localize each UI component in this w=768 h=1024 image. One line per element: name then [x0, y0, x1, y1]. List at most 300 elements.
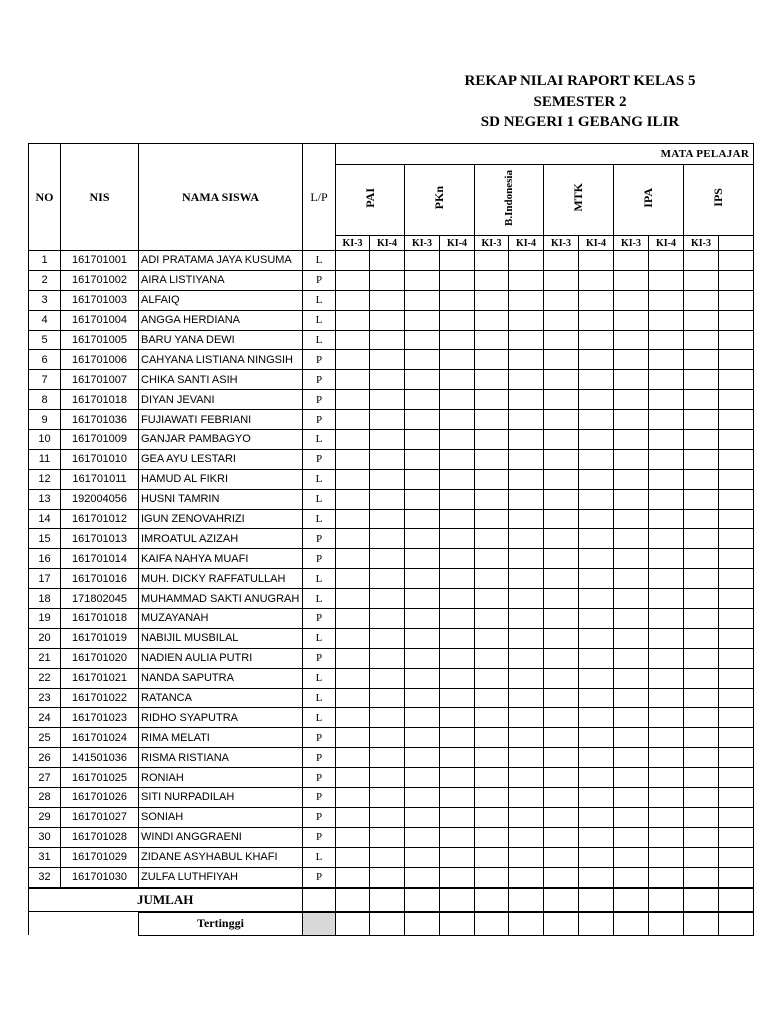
grade-cell[interactable]	[509, 390, 544, 410]
grade-cell[interactable]	[475, 410, 509, 430]
grade-cell[interactable]	[405, 290, 440, 310]
grade-cell[interactable]	[544, 628, 579, 648]
grade-cell[interactable]	[684, 509, 719, 529]
grade-cell[interactable]	[336, 350, 370, 370]
grade-cell[interactable]	[370, 251, 405, 271]
grade-cell[interactable]	[684, 668, 719, 688]
grade-cell[interactable]	[440, 628, 475, 648]
grade-cell[interactable]	[440, 529, 475, 549]
grade-cell[interactable]	[336, 251, 370, 271]
grade-cell[interactable]	[684, 290, 719, 310]
grade-cell[interactable]	[719, 748, 754, 768]
grade-cell[interactable]	[440, 350, 475, 370]
grade-cell[interactable]	[509, 549, 544, 569]
grade-cell[interactable]	[475, 370, 509, 390]
grade-cell[interactable]	[509, 628, 544, 648]
grade-cell[interactable]	[719, 270, 754, 290]
grade-cell[interactable]	[370, 807, 405, 827]
grade-cell[interactable]	[544, 708, 579, 728]
grade-cell[interactable]	[475, 827, 509, 847]
grade-cell[interactable]	[649, 549, 684, 569]
grade-cell[interactable]	[405, 708, 440, 728]
grade-cell[interactable]	[336, 310, 370, 330]
grade-cell[interactable]	[336, 688, 370, 708]
grade-cell[interactable]	[405, 867, 440, 887]
cell[interactable]	[440, 888, 475, 912]
grade-cell[interactable]	[684, 370, 719, 390]
grade-cell[interactable]	[509, 410, 544, 430]
grade-cell[interactable]	[719, 708, 754, 728]
grade-cell[interactable]	[336, 270, 370, 290]
grade-cell[interactable]	[370, 350, 405, 370]
grade-cell[interactable]	[649, 410, 684, 430]
grade-cell[interactable]	[440, 270, 475, 290]
grade-cell[interactable]	[405, 350, 440, 370]
grade-cell[interactable]	[579, 609, 614, 629]
grade-cell[interactable]	[475, 350, 509, 370]
grade-cell[interactable]	[475, 728, 509, 748]
grade-cell[interactable]	[475, 688, 509, 708]
grade-cell[interactable]	[370, 410, 405, 430]
grade-cell[interactable]	[579, 449, 614, 469]
grade-cell[interactable]	[719, 589, 754, 609]
grade-cell[interactable]	[579, 370, 614, 390]
grade-cell[interactable]	[579, 788, 614, 808]
grade-cell[interactable]	[440, 330, 475, 350]
grade-cell[interactable]	[579, 807, 614, 827]
grade-cell[interactable]	[370, 390, 405, 410]
grade-cell[interactable]	[440, 569, 475, 589]
grade-cell[interactable]	[649, 748, 684, 768]
grade-cell[interactable]	[544, 768, 579, 788]
grade-cell[interactable]	[370, 788, 405, 808]
grade-cell[interactable]	[614, 748, 649, 768]
grade-cell[interactable]	[719, 788, 754, 808]
grade-cell[interactable]	[405, 569, 440, 589]
grade-cell[interactable]	[544, 668, 579, 688]
grade-cell[interactable]	[684, 807, 719, 827]
grade-cell[interactable]	[614, 270, 649, 290]
grade-cell[interactable]	[719, 449, 754, 469]
grade-cell[interactable]	[544, 370, 579, 390]
grade-cell[interactable]	[579, 489, 614, 509]
cell[interactable]	[684, 888, 719, 912]
grade-cell[interactable]	[336, 469, 370, 489]
cell[interactable]	[370, 888, 405, 912]
grade-cell[interactable]	[440, 609, 475, 629]
grade-cell[interactable]	[719, 628, 754, 648]
grade-cell[interactable]	[649, 688, 684, 708]
grade-cell[interactable]	[719, 410, 754, 430]
grade-cell[interactable]	[475, 390, 509, 410]
grade-cell[interactable]	[440, 788, 475, 808]
grade-cell[interactable]	[336, 330, 370, 350]
grade-cell[interactable]	[614, 668, 649, 688]
grade-cell[interactable]	[440, 668, 475, 688]
grade-cell[interactable]	[579, 549, 614, 569]
grade-cell[interactable]	[370, 270, 405, 290]
grade-cell[interactable]	[684, 648, 719, 668]
grade-cell[interactable]	[544, 469, 579, 489]
grade-cell[interactable]	[719, 728, 754, 748]
grade-cell[interactable]	[405, 788, 440, 808]
grade-cell[interactable]	[614, 589, 649, 609]
grade-cell[interactable]	[370, 370, 405, 390]
grade-cell[interactable]	[405, 529, 440, 549]
grade-cell[interactable]	[475, 589, 509, 609]
grade-cell[interactable]	[509, 310, 544, 330]
grade-cell[interactable]	[405, 589, 440, 609]
cell[interactable]	[649, 912, 684, 936]
grade-cell[interactable]	[544, 251, 579, 271]
grade-cell[interactable]	[719, 549, 754, 569]
cell[interactable]	[684, 912, 719, 936]
grade-cell[interactable]	[579, 509, 614, 529]
grade-cell[interactable]	[544, 847, 579, 867]
grade-cell[interactable]	[649, 628, 684, 648]
grade-cell[interactable]	[475, 469, 509, 489]
grade-cell[interactable]	[440, 410, 475, 430]
grade-cell[interactable]	[370, 668, 405, 688]
grade-cell[interactable]	[544, 728, 579, 748]
grade-cell[interactable]	[614, 807, 649, 827]
grade-cell[interactable]	[475, 270, 509, 290]
grade-cell[interactable]	[370, 827, 405, 847]
grade-cell[interactable]	[475, 449, 509, 469]
grade-cell[interactable]	[579, 628, 614, 648]
grade-cell[interactable]	[684, 251, 719, 271]
grade-cell[interactable]	[475, 529, 509, 549]
grade-cell[interactable]	[475, 847, 509, 867]
grade-cell[interactable]	[579, 330, 614, 350]
grade-cell[interactable]	[719, 768, 754, 788]
cell[interactable]	[475, 888, 509, 912]
grade-cell[interactable]	[614, 370, 649, 390]
grade-cell[interactable]	[719, 290, 754, 310]
grade-cell[interactable]	[405, 330, 440, 350]
grade-cell[interactable]	[719, 807, 754, 827]
grade-cell[interactable]	[719, 430, 754, 450]
grade-cell[interactable]	[684, 788, 719, 808]
grade-cell[interactable]	[336, 708, 370, 728]
grade-cell[interactable]	[684, 350, 719, 370]
cell[interactable]	[336, 912, 370, 936]
grade-cell[interactable]	[614, 469, 649, 489]
cell[interactable]	[509, 912, 544, 936]
grade-cell[interactable]	[336, 609, 370, 629]
grade-cell[interactable]	[475, 668, 509, 688]
grade-cell[interactable]	[614, 688, 649, 708]
grade-cell[interactable]	[336, 449, 370, 469]
grade-cell[interactable]	[370, 310, 405, 330]
cell[interactable]	[336, 888, 370, 912]
grade-cell[interactable]	[579, 708, 614, 728]
grade-cell[interactable]	[614, 827, 649, 847]
grade-cell[interactable]	[579, 768, 614, 788]
grade-cell[interactable]	[509, 489, 544, 509]
grade-cell[interactable]	[649, 827, 684, 847]
grade-cell[interactable]	[370, 430, 405, 450]
grade-cell[interactable]	[370, 648, 405, 668]
grade-cell[interactable]	[719, 609, 754, 629]
grade-cell[interactable]	[579, 688, 614, 708]
grade-cell[interactable]	[614, 449, 649, 469]
grade-cell[interactable]	[684, 410, 719, 430]
grade-cell[interactable]	[614, 430, 649, 450]
grade-cell[interactable]	[336, 748, 370, 768]
grade-cell[interactable]	[440, 251, 475, 271]
grade-cell[interactable]	[370, 768, 405, 788]
grade-cell[interactable]	[579, 827, 614, 847]
cell[interactable]	[303, 888, 336, 912]
grade-cell[interactable]	[614, 867, 649, 887]
grade-cell[interactable]	[440, 310, 475, 330]
grade-cell[interactable]	[614, 628, 649, 648]
grade-cell[interactable]	[440, 390, 475, 410]
cell[interactable]	[614, 888, 649, 912]
grade-cell[interactable]	[440, 469, 475, 489]
grade-cell[interactable]	[649, 330, 684, 350]
grade-cell[interactable]	[684, 827, 719, 847]
grade-cell[interactable]	[336, 768, 370, 788]
grade-cell[interactable]	[684, 708, 719, 728]
grade-cell[interactable]	[719, 390, 754, 410]
grade-cell[interactable]	[405, 648, 440, 668]
grade-cell[interactable]	[405, 609, 440, 629]
grade-cell[interactable]	[649, 390, 684, 410]
grade-cell[interactable]	[370, 628, 405, 648]
grade-cell[interactable]	[579, 569, 614, 589]
grade-cell[interactable]	[684, 489, 719, 509]
grade-cell[interactable]	[336, 668, 370, 688]
grade-cell[interactable]	[405, 748, 440, 768]
grade-cell[interactable]	[405, 390, 440, 410]
grade-cell[interactable]	[544, 867, 579, 887]
grade-cell[interactable]	[405, 668, 440, 688]
grade-cell[interactable]	[579, 529, 614, 549]
grade-cell[interactable]	[509, 867, 544, 887]
grade-cell[interactable]	[579, 410, 614, 430]
cell[interactable]	[649, 888, 684, 912]
grade-cell[interactable]	[579, 350, 614, 370]
grade-cell[interactable]	[336, 549, 370, 569]
grade-cell[interactable]	[509, 270, 544, 290]
grade-cell[interactable]	[440, 748, 475, 768]
grade-cell[interactable]	[370, 609, 405, 629]
grade-cell[interactable]	[684, 589, 719, 609]
grade-cell[interactable]	[544, 290, 579, 310]
grade-cell[interactable]	[684, 768, 719, 788]
grade-cell[interactable]	[440, 807, 475, 827]
grade-cell[interactable]	[405, 847, 440, 867]
grade-cell[interactable]	[336, 589, 370, 609]
grade-cell[interactable]	[370, 330, 405, 350]
grade-cell[interactable]	[509, 330, 544, 350]
grade-cell[interactable]	[684, 469, 719, 489]
grade-cell[interactable]	[370, 449, 405, 469]
grade-cell[interactable]	[684, 529, 719, 549]
grade-cell[interactable]	[509, 449, 544, 469]
grade-cell[interactable]	[649, 788, 684, 808]
grade-cell[interactable]	[719, 867, 754, 887]
grade-cell[interactable]	[336, 390, 370, 410]
grade-cell[interactable]	[509, 847, 544, 867]
cell[interactable]	[405, 888, 440, 912]
grade-cell[interactable]	[440, 688, 475, 708]
grade-cell[interactable]	[614, 728, 649, 748]
grade-cell[interactable]	[684, 867, 719, 887]
cell[interactable]	[614, 912, 649, 936]
grade-cell[interactable]	[509, 748, 544, 768]
grade-cell[interactable]	[336, 569, 370, 589]
grade-cell[interactable]	[719, 668, 754, 688]
grade-cell[interactable]	[649, 847, 684, 867]
grade-cell[interactable]	[509, 529, 544, 549]
grade-cell[interactable]	[509, 350, 544, 370]
cell[interactable]	[370, 912, 405, 936]
grade-cell[interactable]	[509, 807, 544, 827]
grade-cell[interactable]	[509, 648, 544, 668]
grade-cell[interactable]	[719, 310, 754, 330]
grade-cell[interactable]	[614, 768, 649, 788]
grade-cell[interactable]	[336, 509, 370, 529]
grade-cell[interactable]	[684, 748, 719, 768]
grade-cell[interactable]	[475, 310, 509, 330]
grade-cell[interactable]	[440, 549, 475, 569]
grade-cell[interactable]	[509, 569, 544, 589]
grade-cell[interactable]	[579, 310, 614, 330]
grade-cell[interactable]	[684, 310, 719, 330]
grade-cell[interactable]	[440, 509, 475, 529]
grade-cell[interactable]	[614, 509, 649, 529]
cell[interactable]	[579, 912, 614, 936]
grade-cell[interactable]	[544, 589, 579, 609]
grade-cell[interactable]	[719, 370, 754, 390]
grade-cell[interactable]	[475, 748, 509, 768]
grade-cell[interactable]	[649, 370, 684, 390]
grade-cell[interactable]	[440, 489, 475, 509]
grade-cell[interactable]	[649, 728, 684, 748]
grade-cell[interactable]	[614, 788, 649, 808]
grade-cell[interactable]	[614, 569, 649, 589]
grade-cell[interactable]	[370, 589, 405, 609]
grade-cell[interactable]	[440, 648, 475, 668]
grade-cell[interactable]	[684, 270, 719, 290]
grade-cell[interactable]	[544, 807, 579, 827]
grade-cell[interactable]	[405, 628, 440, 648]
grade-cell[interactable]	[614, 708, 649, 728]
grade-cell[interactable]	[405, 430, 440, 450]
grade-cell[interactable]	[544, 529, 579, 549]
grade-cell[interactable]	[544, 509, 579, 529]
grade-cell[interactable]	[649, 609, 684, 629]
grade-cell[interactable]	[614, 549, 649, 569]
grade-cell[interactable]	[579, 867, 614, 887]
grade-cell[interactable]	[509, 688, 544, 708]
grade-cell[interactable]	[649, 290, 684, 310]
grade-cell[interactable]	[370, 509, 405, 529]
grade-cell[interactable]	[370, 489, 405, 509]
grade-cell[interactable]	[684, 847, 719, 867]
grade-cell[interactable]	[336, 867, 370, 887]
grade-cell[interactable]	[544, 430, 579, 450]
grade-cell[interactable]	[544, 410, 579, 430]
grade-cell[interactable]	[544, 788, 579, 808]
grade-cell[interactable]	[509, 469, 544, 489]
grade-cell[interactable]	[719, 469, 754, 489]
grade-cell[interactable]	[509, 509, 544, 529]
grade-cell[interactable]	[509, 589, 544, 609]
grade-cell[interactable]	[475, 430, 509, 450]
grade-cell[interactable]	[336, 807, 370, 827]
grade-cell[interactable]	[649, 350, 684, 370]
grade-cell[interactable]	[475, 788, 509, 808]
grade-cell[interactable]	[440, 290, 475, 310]
grade-cell[interactable]	[509, 609, 544, 629]
grade-cell[interactable]	[579, 728, 614, 748]
grade-cell[interactable]	[544, 549, 579, 569]
grade-cell[interactable]	[544, 390, 579, 410]
grade-cell[interactable]	[509, 251, 544, 271]
grade-cell[interactable]	[336, 788, 370, 808]
grade-cell[interactable]	[509, 290, 544, 310]
cell[interactable]	[544, 912, 579, 936]
grade-cell[interactable]	[579, 748, 614, 768]
grade-cell[interactable]	[405, 768, 440, 788]
grade-cell[interactable]	[475, 569, 509, 589]
grade-cell[interactable]	[684, 628, 719, 648]
grade-cell[interactable]	[614, 251, 649, 271]
grade-cell[interactable]	[509, 788, 544, 808]
grade-cell[interactable]	[684, 390, 719, 410]
grade-cell[interactable]	[405, 509, 440, 529]
grade-cell[interactable]	[405, 469, 440, 489]
grade-cell[interactable]	[475, 290, 509, 310]
grade-cell[interactable]	[370, 569, 405, 589]
grade-cell[interactable]	[719, 847, 754, 867]
grade-cell[interactable]	[614, 390, 649, 410]
grade-cell[interactable]	[475, 509, 509, 529]
grade-cell[interactable]	[475, 807, 509, 827]
grade-cell[interactable]	[405, 410, 440, 430]
cell[interactable]	[579, 888, 614, 912]
grade-cell[interactable]	[440, 827, 475, 847]
grade-cell[interactable]	[509, 708, 544, 728]
grade-cell[interactable]	[684, 549, 719, 569]
grade-cell[interactable]	[719, 489, 754, 509]
grade-cell[interactable]	[684, 688, 719, 708]
grade-cell[interactable]	[579, 648, 614, 668]
grade-cell[interactable]	[719, 569, 754, 589]
grade-cell[interactable]	[684, 449, 719, 469]
grade-cell[interactable]	[336, 529, 370, 549]
grade-cell[interactable]	[440, 708, 475, 728]
grade-cell[interactable]	[649, 509, 684, 529]
grade-cell[interactable]	[649, 310, 684, 330]
grade-cell[interactable]	[544, 569, 579, 589]
grade-cell[interactable]	[544, 350, 579, 370]
grade-cell[interactable]	[544, 310, 579, 330]
grade-cell[interactable]	[370, 847, 405, 867]
grade-cell[interactable]	[579, 589, 614, 609]
grade-cell[interactable]	[405, 270, 440, 290]
grade-cell[interactable]	[405, 310, 440, 330]
grade-cell[interactable]	[370, 290, 405, 310]
grade-cell[interactable]	[336, 489, 370, 509]
grade-cell[interactable]	[405, 549, 440, 569]
grade-cell[interactable]	[614, 648, 649, 668]
grade-cell[interactable]	[544, 270, 579, 290]
